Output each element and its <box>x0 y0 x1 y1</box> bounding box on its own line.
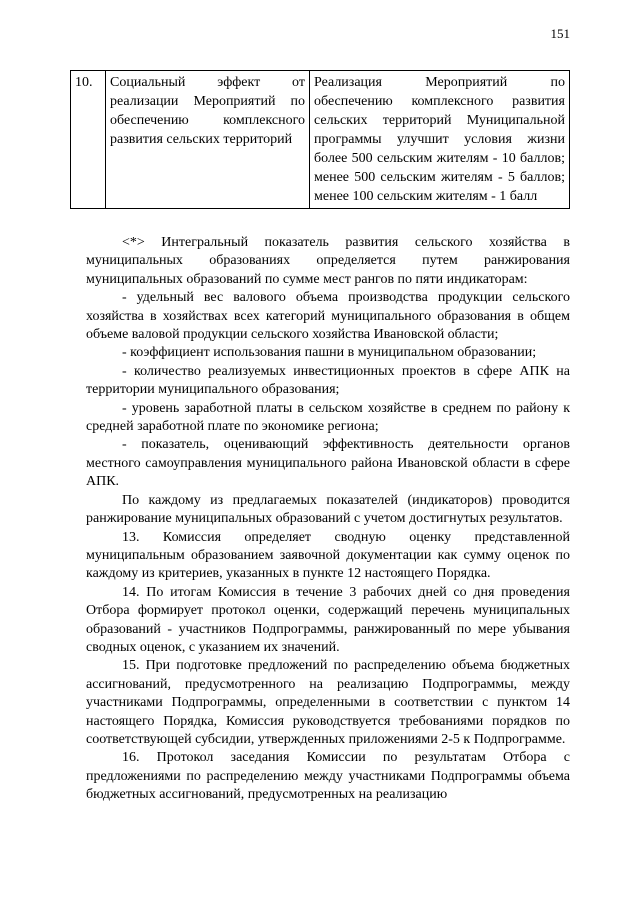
page-number: 151 <box>550 26 570 41</box>
row-criterion: Социальный эффект от реализации Мероприятий по обеспечению комплексного развития сельских территорий <box>106 71 310 209</box>
row-number: 10. <box>71 71 106 209</box>
paragraph-footnote: <*> Интегральный показатель развития сельского хозяйства в муниципальных образованиях определяется путем ранжирования муниципальных образований по сумме мест рангов по пяти индикаторам: <box>86 235 570 287</box>
paragraph-indicator-2: - коэффициент использования пашни в муниципальном образовании; <box>122 345 537 361</box>
table-row <box>71 71 570 209</box>
paragraph-14: 14. По итогам Комиссия в течение 3 рабочих дней со дня проведения Отбора формирует протокол оценки, содержащий перечень муниципальных образований - участников Подпрограммы, ранжированный по мере убывания сводных оценок, с указанием их значений. <box>86 584 570 655</box>
paragraph-indicator-3: - количество реализуемых инвестиционных проектов в сфере АПК на территории муниципального образования; <box>86 363 570 398</box>
paragraph-indicator-4: - уровень заработной платы в сельском хозяйстве в среднем по району к средней заработной плате по экономике региона; <box>86 400 570 435</box>
row-description: Реализация Мероприятий по обеспечению комплексного развития сельских территорий Муниципальной программы улучшит условия жизни более 500 сельским жителям - 10 баллов; менее 500 сельским жителям - 5 баллов; менее 100 сельским жителям - 1 балл <box>310 71 570 209</box>
paragraph-indicator-1: - удельный вес валового объема производства продукции сельского хозяйства в хозяйствах всех категорий муниципального образования в общем объеме валовой продукции сельского хозяйства Ивановской области; <box>86 290 570 343</box>
paragraph-16: 16. Протокол заседания Комиссии по результатам Отбора с предложениями по распределению между участниками Подпрограммы объема бюджетных ассигнований, предусмотренных на реализацию <box>86 750 570 803</box>
paragraph-ranking: По каждому из предлагаемых показателей (индикаторов) проводится ранжирование муниципальных образований с учетом достигнутых результатов. <box>86 492 570 527</box>
criteria-table <box>70 70 570 209</box>
body-text <box>86 234 570 805</box>
paragraph-15: 15. При подготовке предложений по распределению объема бюджетных ассигнований, предусмотренного на реализацию Подпрограммы, между участниками Подпрограммы, определенными в соответствии с пунктом 14 настоящего Порядка, Комиссия руководствуется требованиями порядков по соответствующей субсидии, утвержденных приложениями 2-5 к Подпрограмме. <box>86 658 570 747</box>
paragraph-indicator-5: - показатель, оценивающий эффективность деятельности органов местного самоуправления муниципального района Ивановской области в сфере АПК. <box>86 437 570 490</box>
paragraph-13: 13. Комиссия определяет сводную оценку представленной муниципальным образованием заявочной документации как сумму оценок по каждому из критериев, указанных в пункте 12 настоящего Порядка. <box>86 529 570 582</box>
